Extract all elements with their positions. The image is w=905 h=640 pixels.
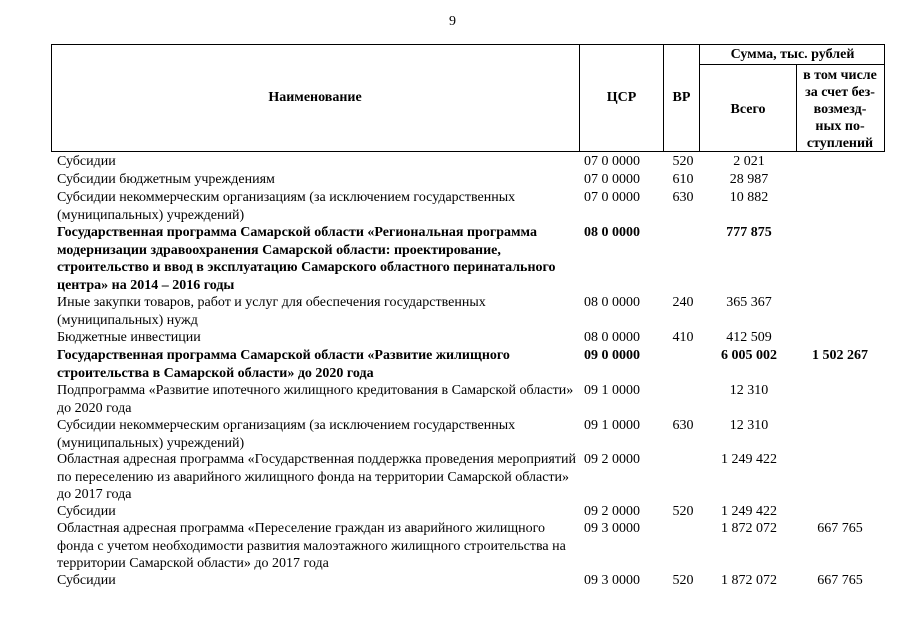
row-total: 12 310	[729, 383, 769, 398]
row-name: Субсидии	[57, 504, 116, 519]
page-number: 9	[449, 14, 456, 29]
row-total: 777 875	[726, 225, 772, 240]
table-header	[51, 44, 885, 152]
row-csr: 08 0 0000	[584, 330, 640, 345]
row-name: Государственная программа Самарской области «Региональная программа модернизации здравоохранения Самарской области: проектирование, строительство и ввод в эксплуатацию Самарского областного перинатального центра» на 2014 – 2016 годы	[57, 225, 556, 293]
row-name: Областная адресная программа «Государственная поддержка проведения мероприятий по переселению из аварийного жилищного фонда на территории Самарской области» до 2017 года	[57, 452, 576, 502]
row-gratuitous: 1 502 267	[812, 348, 868, 363]
row-total: 6 005 002	[721, 348, 777, 363]
row-total: 28 987	[729, 172, 769, 187]
row-csr: 09 3 0000	[584, 521, 640, 536]
header-sum-group: Сумма, тыс. рублей	[730, 47, 855, 62]
row-vr: 610	[672, 172, 694, 187]
header-name: Наименование	[268, 90, 362, 105]
row-total: 1 872 072	[721, 521, 777, 536]
row-name: Субсидии некоммерческим организациям (за исключением государственных (муниципальных) учреждений)	[57, 418, 516, 451]
row-vr: 520	[672, 573, 694, 588]
row-csr: 07 0 0000	[584, 172, 640, 187]
row-total: 365 367	[726, 295, 772, 310]
header-vr: ВР	[672, 90, 691, 105]
row-vr: 520	[672, 504, 694, 519]
row-name: Субсидии	[57, 573, 116, 588]
row-csr: 08 0 0000	[584, 225, 640, 240]
row-gratuitous: 667 765	[817, 573, 863, 588]
header-csr: ЦСР	[606, 90, 637, 105]
row-name: Иные закупки товаров, работ и услуг для обеспечения государственных (муниципальных) нужд	[57, 295, 486, 328]
row-csr: 09 2 0000	[584, 504, 640, 519]
row-csr: 09 1 0000	[584, 383, 640, 398]
row-total: 10 882	[729, 190, 769, 205]
row-total: 1 872 072	[721, 573, 777, 588]
row-name: Бюджетные инвестиции	[57, 330, 201, 345]
row-csr: 09 1 0000	[584, 418, 640, 433]
row-name: Субсидии некоммерческим организациям (за исключением государственных (муниципальных) учреждений)	[57, 190, 516, 223]
row-vr: 630	[672, 190, 694, 205]
row-vr: 410	[672, 330, 694, 345]
row-name: Областная адресная программа «Переселение граждан из аварийного жилищного фонда с учетом необходимости развития малоэтажного жилищного строительства на территории Самарской области» до 2017 года	[57, 521, 566, 571]
header-total: Всего	[730, 102, 766, 117]
row-total: 1 249 422	[721, 504, 777, 519]
row-total: 2 021	[733, 154, 765, 169]
row-name: Субсидии	[57, 154, 116, 169]
row-gratuitous: 667 765	[817, 521, 863, 536]
row-total: 412 509	[726, 330, 772, 345]
row-csr: 08 0 0000	[584, 295, 640, 310]
row-csr: 09 0 0000	[584, 348, 640, 363]
row-vr: 630	[672, 418, 694, 433]
row-name: Субсидии бюджетным учреждениям	[57, 172, 275, 187]
row-csr: 09 2 0000	[584, 452, 640, 467]
row-csr: 07 0 0000	[584, 154, 640, 169]
row-name: Государственная программа Самарской области «Развитие жилищного строительства в Самарской области» до 2020 года	[57, 348, 510, 381]
row-csr: 07 0 0000	[584, 190, 640, 205]
row-vr: 520	[672, 154, 694, 169]
row-total: 12 310	[729, 418, 769, 433]
header-gratuitous: в том числе за счет без-возмезд-ных по-ступлений	[803, 68, 877, 151]
row-name: Подпрограмма «Развитие ипотечного жилищного кредитования в Самарской области» до 2020 года	[57, 383, 574, 416]
row-csr: 09 3 0000	[584, 573, 640, 588]
row-total: 1 249 422	[721, 452, 777, 467]
row-vr: 240	[672, 295, 694, 310]
